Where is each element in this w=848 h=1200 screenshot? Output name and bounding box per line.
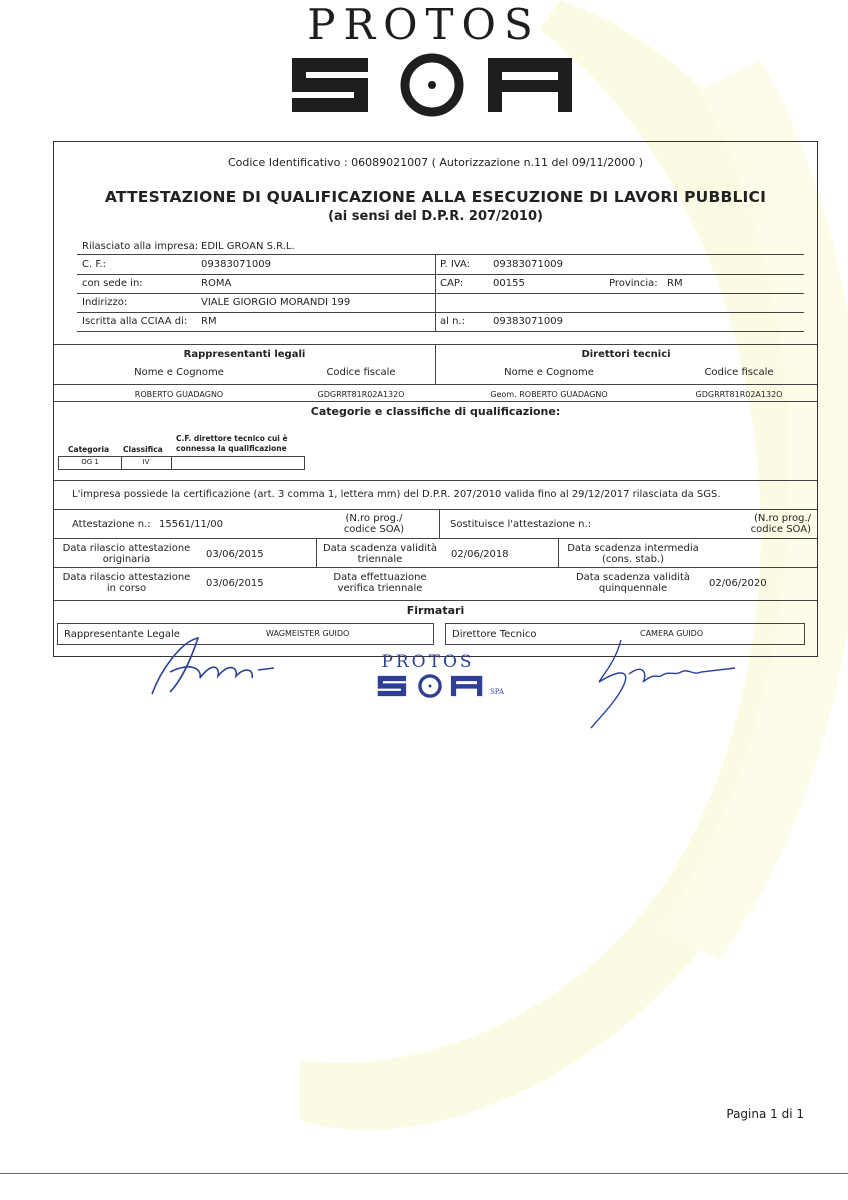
scad-quinq-line2: quinquennale [598,583,668,594]
provincia-label: Provincia: [609,278,658,289]
document-subtitle: (ai sensi del D.P.R. 207/2010) [328,209,543,224]
codice-value: 06089021007 [351,156,429,169]
col-classifica-header: Classifica [123,445,163,454]
rilasciato-label: Rilasciato alla impresa: [82,241,199,252]
legal-reps-title: Rappresentanti legali [183,349,306,360]
legal-rep-name: ROBERTO GUADAGNO [134,390,224,399]
sostituisce-label: Sostituisce l'attestazione n.: [450,519,592,530]
legal-name-header: Nome e Cognome [134,367,224,378]
rilascio-orig-line1: Data rilascio attestazione [62,543,191,554]
scad-trien-value: 02/06/2018 [451,549,509,560]
legal-signatory-label: Rappresentante Legale [64,629,180,640]
aln-value: 09383071009 [493,316,563,327]
tech-name-header: Nome e Cognome [504,367,594,378]
attestation-number-value: 15561/11/00 [159,519,223,530]
scad-trien-line1: Data scadenza validità [322,543,438,554]
sede-label: con sede in: [82,278,143,289]
logo-protos-text: PROTOS [307,0,541,49]
tech-signatory-name: CAMERA GUIDO [640,629,704,638]
company-stamp [370,652,530,707]
nro-prog-right-line2: codice SOA) [750,524,811,535]
cciaa-value: RM [201,316,217,327]
tech-cf-header: Codice fiscale [704,367,774,378]
col-cf-header-line1: C.F. direttore tecnico cui è [176,434,288,443]
nro-prog-right-line1: (N.ro prog./ [753,513,811,524]
legal-signature [140,632,290,702]
rilasciato-value: EDIL GROAN S.R.L. [201,241,295,252]
codice-line [54,156,817,169]
document-title: ATTESTAZIONE DI QUALIFICAZIONE ALLA ESECUZIONE DI LAVORI PUBBLICI [104,188,767,206]
tech-director-name: Geom. ROBERTO GUADAGNO [490,390,608,399]
indirizzo-value: VIALE GIORGIO MORANDI 199 [201,297,351,308]
codice-label: Codice Identificativo : [227,156,348,169]
rilascio-orig-value: 03/06/2015 [206,549,264,560]
legal-cf-header: Codice fiscale [326,367,396,378]
sede-value: ROMA [201,278,232,289]
rilascio-orig-line2: originaria [102,554,151,565]
categories-title: Categorie e classifiche di qualificazione: [310,405,561,418]
legal-rep-cf: GDGRRT81R02A132O [317,390,405,399]
nro-prog-line2: codice SOA) [343,524,405,535]
piva-label: P. IVA: [440,259,471,270]
indirizzo-label: Indirizzo: [82,297,128,308]
authorization-text: ( Autorizzazione n.11 del 09/11/2000 ) [431,156,644,169]
tech-signature [585,632,755,732]
classifica-value: IV [142,458,150,466]
scad-quinq-value: 02/06/2020 [709,578,767,589]
stamp-spa-text: SPA [490,688,504,696]
cap-value: 00155 [493,278,525,289]
rilascio-corso-value: 03/06/2015 [206,578,264,589]
scad-interm-line1: Data scadenza intermedia [567,543,699,554]
col-cf-header-line2: connessa la qualificazione [176,444,287,453]
stamp-protos-text: PROTOS [381,652,475,672]
scad-quinq-line1: Data scadenza validità [575,572,691,583]
cf-value: 09383071009 [201,259,271,270]
piva-value: 09383071009 [493,259,563,270]
signatories-title: Firmatari [406,604,465,617]
protos-soa-logo [0,0,848,130]
cap-label: CAP: [440,278,464,289]
scad-interm-line2: (cons. stab.) [601,554,665,565]
logo-soa-mark [282,52,582,118]
legal-signatory-name: WAGMEISTER GUIDO [266,629,350,638]
stamp-soa-mark [374,672,486,700]
col-categoria-header: Categoria [68,445,110,454]
rilascio-corso-line2: in corso [106,583,147,594]
tech-signatory-label: Direttore Tecnico [452,629,537,640]
aln-label: al n.: [440,316,465,327]
rilascio-corso-line1: Data rilascio attestazione [62,572,191,583]
category-row [58,456,305,470]
cciaa-label: Iscritta alla CCIAA di: [82,316,188,327]
page-number: Pagina 1 di 1 [726,1107,804,1121]
cf-label: C. F.: [82,259,107,270]
provincia-value: RM [667,278,683,289]
scad-trien-line2: triennale [357,554,403,565]
tech-director-cf: GDGRRT81R02A132O [695,390,783,399]
nro-prog-line1: (N.ro prog./ [345,513,403,524]
verifica-line1: Data effettuazione [333,572,427,583]
verifica-line2: verifica triennale [337,583,423,594]
tech-directors-title: Direttori tecnici [581,349,671,360]
certification-text: L'impresa possiede la certificazione (art. 3 comma 1, lettera mm) del D.P.R. 207/2010 valida fino al 29/12/2017 rilasciata da SGS. [72,489,721,500]
attestation-box [53,141,818,657]
attestation-number-label: Attestazione n.: [72,519,151,530]
category-value: OG 1 [81,458,99,466]
footer-divider [0,1173,848,1174]
